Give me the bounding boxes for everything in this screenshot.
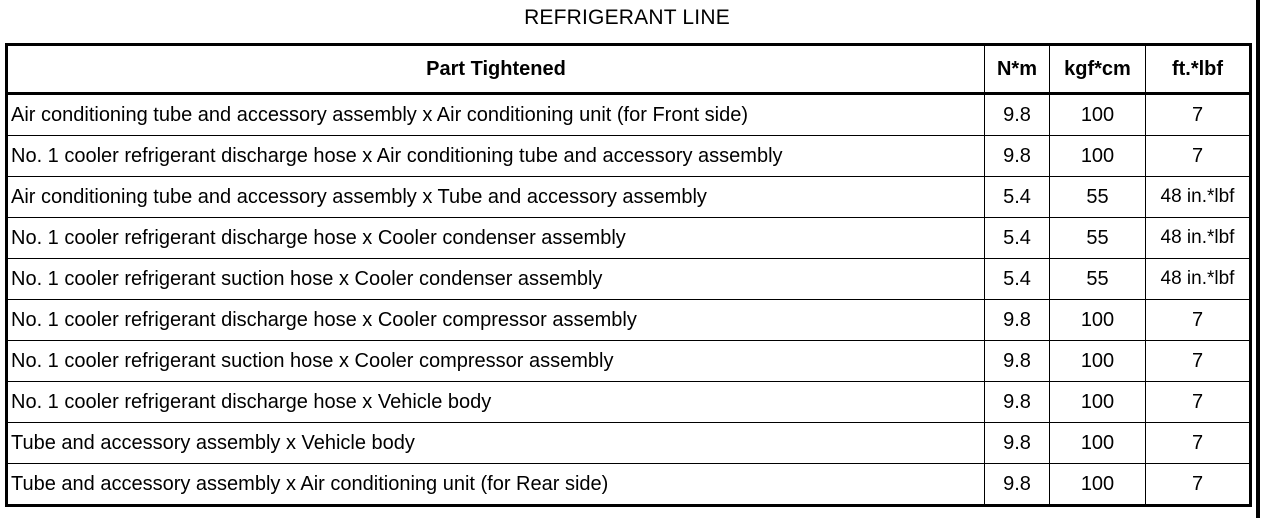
header-part-tightened: Part Tightened [7, 45, 985, 94]
cell-ft-lbf: 7 [1146, 382, 1251, 423]
cell-kgf-cm: 55 [1050, 177, 1146, 218]
cell-ft-lbf: 7 [1146, 464, 1251, 506]
cell-kgf-cm: 55 [1050, 218, 1146, 259]
table-row [7, 341, 1251, 382]
cell-part: No. 1 cooler refrigerant discharge hose x Cooler condenser assembly [7, 218, 985, 259]
cell-nm: 9.8 [985, 382, 1050, 423]
cell-nm: 5.4 [985, 218, 1050, 259]
cell-part: No. 1 cooler refrigerant discharge hose x Cooler compressor assembly [7, 300, 985, 341]
table-row [7, 259, 1251, 300]
cell-part: Tube and accessory assembly x Vehicle body [7, 423, 985, 464]
cell-ft-lbf: 48 in.*lbf [1146, 218, 1251, 259]
torque-spec-table [5, 43, 1252, 507]
cell-kgf-cm: 55 [1050, 259, 1146, 300]
table-row [7, 300, 1251, 341]
table-row [7, 423, 1251, 464]
cell-nm: 9.8 [985, 464, 1050, 506]
cell-part: No. 1 cooler refrigerant discharge hose x Air conditioning tube and accessory assembly [7, 136, 985, 177]
cell-part: Air conditioning tube and accessory assembly x Air conditioning unit (for Front side) [7, 94, 985, 136]
cell-ft-lbf: 7 [1146, 136, 1251, 177]
cell-nm: 5.4 [985, 259, 1050, 300]
cell-kgf-cm: 100 [1050, 464, 1146, 506]
table-row [7, 218, 1251, 259]
cell-nm: 9.8 [985, 136, 1050, 177]
cell-nm: 5.4 [985, 177, 1050, 218]
header-nm: N*m [985, 45, 1050, 94]
cell-ft-lbf: 48 in.*lbf [1146, 259, 1251, 300]
table-row [7, 464, 1251, 506]
cell-part: No. 1 cooler refrigerant suction hose x Cooler condenser assembly [7, 259, 985, 300]
table-row [7, 177, 1251, 218]
cell-part: Tube and accessory assembly x Air conditioning unit (for Rear side) [7, 464, 985, 506]
cell-kgf-cm: 100 [1050, 136, 1146, 177]
page-edge-rule [1256, 0, 1260, 518]
cell-part: No. 1 cooler refrigerant discharge hose x Vehicle body [7, 382, 985, 423]
cell-nm: 9.8 [985, 94, 1050, 136]
table-row [7, 94, 1251, 136]
cell-ft-lbf: 7 [1146, 300, 1251, 341]
cell-ft-lbf: 7 [1146, 423, 1251, 464]
cell-ft-lbf: 7 [1146, 94, 1251, 136]
table-header-row [7, 45, 1251, 94]
cell-kgf-cm: 100 [1050, 423, 1146, 464]
cell-part: No. 1 cooler refrigerant suction hose x Cooler compressor assembly [7, 341, 985, 382]
header-ft-lbf: ft.*lbf [1146, 45, 1251, 94]
cell-kgf-cm: 100 [1050, 382, 1146, 423]
cell-kgf-cm: 100 [1050, 300, 1146, 341]
table-row [7, 382, 1251, 423]
cell-nm: 9.8 [985, 341, 1050, 382]
cell-nm: 9.8 [985, 423, 1050, 464]
cell-ft-lbf: 7 [1146, 341, 1251, 382]
cell-kgf-cm: 100 [1050, 94, 1146, 136]
header-kgf-cm: kgf*cm [1050, 45, 1146, 94]
page-title: REFRIGERANT LINE [524, 6, 730, 29]
cell-part: Air conditioning tube and accessory assembly x Tube and accessory assembly [7, 177, 985, 218]
cell-nm: 9.8 [985, 300, 1050, 341]
cell-ft-lbf: 48 in.*lbf [1146, 177, 1251, 218]
table-row [7, 136, 1251, 177]
cell-kgf-cm: 100 [1050, 341, 1146, 382]
